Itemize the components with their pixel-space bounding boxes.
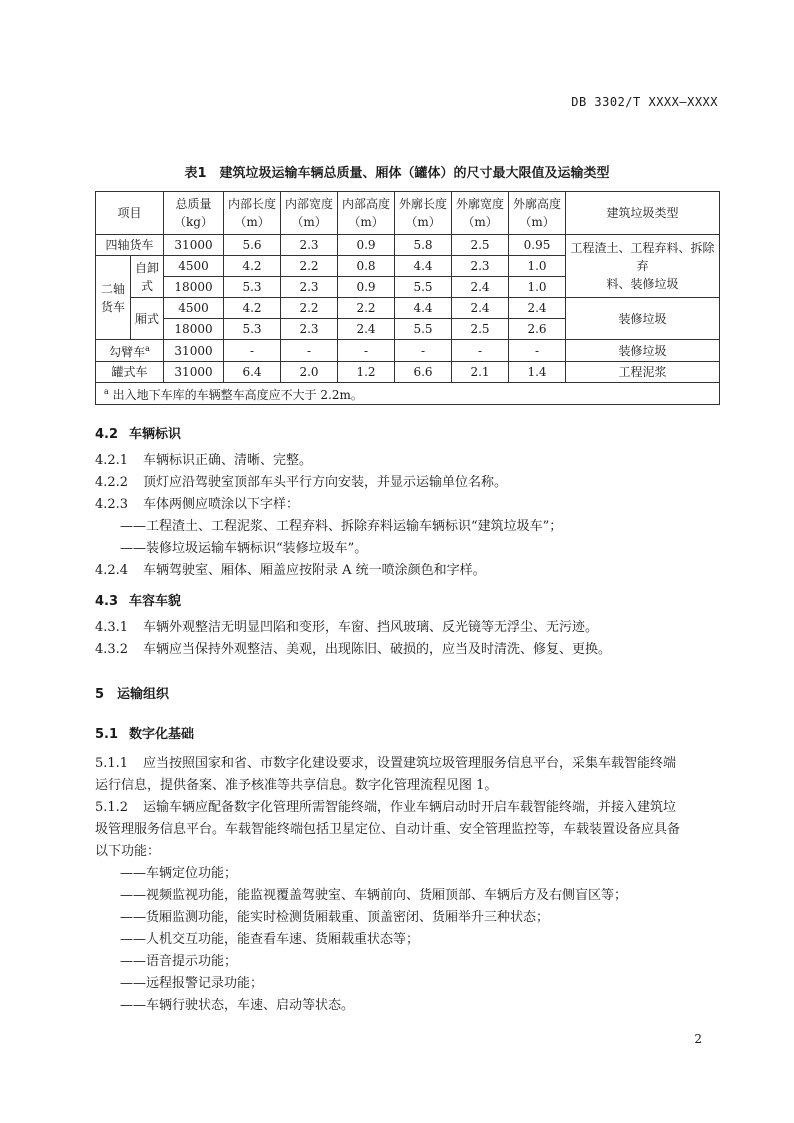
- table-cell: -: [509, 340, 566, 362]
- table-cell: -: [395, 340, 452, 362]
- list-item: ——语音提示功能；: [120, 954, 238, 969]
- header-total-mass: 总质量 （kg）: [164, 192, 224, 235]
- table-cell: 2.2: [281, 298, 338, 319]
- document-id: DB 3302/T XXXX—XXXX: [571, 95, 718, 109]
- section-4-2-heading: 4.2 车辆标识: [95, 427, 182, 442]
- table-cell: 4.2: [224, 256, 281, 277]
- clause-5-1-2: 5.1.2 运输车辆应配备数字化管理所需智能终端，作业车辆启动时开启车载智能终端，并接入建筑垃 圾管理服务信息平台。车载智能终端包括卫星定位、自动计重、安全管理监控等，车载装置设备应具备 以下功能：: [95, 800, 681, 859]
- table-cell: 2.3: [452, 256, 509, 277]
- header-inner-height: 内部高度 （m）: [338, 192, 395, 235]
- clause-4-3-1: 4.3.1 车辆外观整洁无明显凹陷和变形，车窗、挡风玻璃、反光镜等无浮尘、无污迹。: [95, 620, 599, 635]
- clause-5-1-1: 5.1.1 应当按照国家和省、市数字化建设要求，设置建筑垃圾管理服务信息平台，采集车载智能终端 运行信息，提供备案、准予核准等共享信息。数字化管理流程见图 1。: [95, 756, 677, 793]
- table-cell: 5.5: [395, 319, 452, 340]
- table-row: [96, 340, 720, 362]
- table-cell: 0.8: [338, 256, 395, 277]
- section-4-3-heading: 4.3 车容车貌: [95, 594, 182, 609]
- table-caption: 表1 建筑垃圾运输车辆总质量、厢体（罐体）的尺寸最大限值及运输类型: [184, 166, 610, 181]
- list-item: ——货厢监测功能，能实时检测货厢载重、顶盖密闭、货厢举升三种状态；: [120, 910, 550, 925]
- table-cell: -: [338, 340, 395, 362]
- table-cell: 2.2: [281, 256, 338, 277]
- table-cell: 2.2: [338, 298, 395, 319]
- table-cell: 2.4: [338, 319, 395, 340]
- footnote-marker: a: [145, 344, 150, 353]
- table-footnote: $^a$ 出入地下车库的车辆整车高度应不大于 2.2m。: [96, 383, 720, 405]
- page-number: 2: [694, 1032, 702, 1046]
- table-cell: 2.5: [452, 319, 509, 340]
- table-cell: 6.6: [395, 362, 452, 383]
- table-cell: 2.6: [509, 319, 566, 340]
- table-cell: 18000: [164, 319, 224, 340]
- table-footnote-row: [96, 383, 720, 405]
- table-cell: 0.9: [338, 235, 395, 256]
- header-waste-type: 建筑垃圾类型: [566, 192, 720, 235]
- clause-4-2-3: 4.2.3 车体两侧应喷涂以下字样：: [95, 497, 300, 512]
- header-inner-length: 内部长度 （m）: [224, 192, 281, 235]
- table-cell: 1.0: [509, 256, 566, 277]
- table-cell: 4500: [164, 298, 224, 319]
- header-outer-length: 外廓长度 （m）: [395, 192, 452, 235]
- table-header-row: [96, 192, 720, 235]
- table-cell: 2.4: [452, 277, 509, 298]
- table-cell: 5.6: [224, 235, 281, 256]
- table-cell: 4500: [164, 256, 224, 277]
- row-label: 罐式车: [96, 362, 164, 383]
- table-cell: 5.3: [224, 319, 281, 340]
- row-sub-label: 厢式: [131, 298, 164, 340]
- table-cell: 2.4: [509, 298, 566, 319]
- table-cell: 18000: [164, 277, 224, 298]
- table-cell: 4.4: [395, 298, 452, 319]
- table-cell: -: [224, 340, 281, 362]
- list-item: ——人机交互功能，能查看车速、货厢载重状态等；: [120, 932, 420, 947]
- list-item: ——远程报警记录功能；: [120, 976, 264, 991]
- list-item: ——视频监视功能，能监视覆盖驾驶室、车辆前向、货厢顶部、车辆后方及右侧盲区等；: [120, 888, 628, 903]
- table-row: [96, 362, 720, 383]
- table-cell: 2.1: [452, 362, 509, 383]
- table-cell: 2.5: [452, 235, 509, 256]
- clause-4-3-2: 4.3.2 车辆应当保持外观整洁、美观，出现陈旧、破损的，应当及时清洗、修复、更换。: [95, 642, 612, 657]
- table-cell: 4.4: [395, 256, 452, 277]
- table-cell: 2.4: [452, 298, 509, 319]
- table-cell: 6.4: [224, 362, 281, 383]
- table-cell: 1.4: [509, 362, 566, 383]
- table-cell: 4.2: [224, 298, 281, 319]
- table-cell: 1.0: [509, 277, 566, 298]
- table-cell: 2.0: [281, 362, 338, 383]
- list-item: ——工程渣土、工程泥浆、工程弃料、拆除弃料运输车辆标识“建筑垃圾车”；: [120, 519, 563, 534]
- header-item: 项目: [96, 192, 164, 235]
- table-cell: -: [452, 340, 509, 362]
- vehicle-spec-table: [95, 191, 720, 405]
- table-cell: 31000: [164, 340, 224, 362]
- table-cell: -: [281, 340, 338, 362]
- clause-4-2-4: 4.2.4 车辆驾驶室、厢体、厢盖应按附录 A 统一喷涂颜色和字样。: [95, 563, 486, 578]
- list-item: ——装修垃圾运输车辆标识“装修垃圾车”。: [120, 541, 368, 556]
- table-cell: 31000: [164, 362, 224, 383]
- table-cell: 2.3: [281, 319, 338, 340]
- table-cell: 2.3: [281, 235, 338, 256]
- row-label: 四轴货车: [96, 235, 164, 256]
- table-cell: 5.3: [224, 277, 281, 298]
- table-cell: 0.9: [338, 277, 395, 298]
- table-cell: 5.5: [395, 277, 452, 298]
- table-row: [96, 235, 720, 256]
- waste-type-cell: 工程泥浆: [566, 362, 720, 383]
- header-outer-width: 外廓宽度 （m）: [452, 192, 509, 235]
- table-cell: 5.8: [395, 235, 452, 256]
- waste-type-cell: 工程渣土、工程弃料、拆除弃 料、装修垃圾: [566, 235, 720, 298]
- list-item: ——车辆行驶状态，车速、启动等状态。: [120, 998, 355, 1013]
- row-group-label: 二轴 货车: [96, 256, 131, 340]
- table-cell: 31000: [164, 235, 224, 256]
- waste-type-cell: 装修垃圾: [566, 298, 720, 340]
- list-item: ——车辆定位功能；: [120, 866, 238, 881]
- table-cell: 2.3: [281, 277, 338, 298]
- row-sub-label: 自卸 式: [131, 256, 164, 298]
- section-5-heading: 5 运输组织: [95, 687, 170, 702]
- waste-type-cell: 装修垃圾: [566, 340, 720, 362]
- clause-4-2-2: 4.2.2 顶灯应沿驾驶室顶部车头平行方向安装，并显示运输单位名称。: [95, 475, 508, 490]
- header-outer-height: 外廓高度 （m）: [509, 192, 566, 235]
- table-cell: 1.2: [338, 362, 395, 383]
- header-inner-width: 内部宽度 （m）: [281, 192, 338, 235]
- table-cell: 0.95: [509, 235, 566, 256]
- table-row: [96, 298, 720, 319]
- clause-4-2-1: 4.2.1 车辆标识正确、清晰、完整。: [95, 453, 313, 468]
- section-5-1-heading: 5.1 数字化基础: [95, 727, 195, 742]
- row-label: 勾臂车$^a$: [96, 340, 164, 362]
